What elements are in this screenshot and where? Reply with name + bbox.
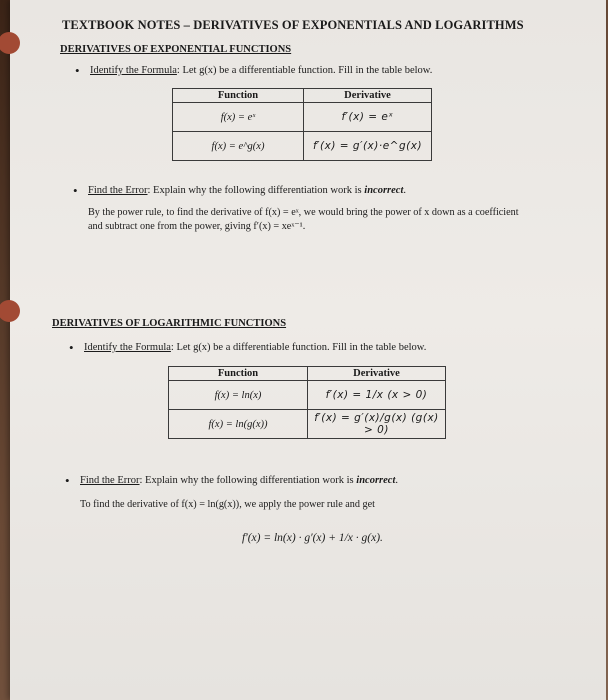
section-heading-logarithmic: DERIVATIVES OF LOGARITHMIC FUNCTIONS	[52, 318, 287, 329]
function-cell: f(x) = ln(x)	[169, 381, 308, 410]
bullet-icon: •	[65, 473, 70, 488]
identify-formula-item	[75, 63, 433, 78]
table-header: Derivative	[304, 89, 432, 103]
derivative-cell: f′(x) = eˣ	[304, 103, 432, 132]
identify-label: Identify the Formula	[90, 65, 177, 76]
bullet-icon: •	[69, 340, 74, 355]
exponential-table	[172, 88, 432, 161]
function-cell: f(x) = eˣ	[173, 103, 304, 132]
identify-label: Identify the Formula	[84, 342, 171, 353]
find-error-label: Find the Error	[80, 475, 140, 486]
page-title: TEXTBOOK NOTES – DERIVATIVES OF EXPONENTIALS AND LOGARITHMS	[62, 18, 524, 32]
bullet-icon: •	[73, 183, 78, 198]
logarithmic-table	[168, 366, 446, 439]
function-cell: f(x) = ln(g(x))	[169, 410, 308, 439]
function-cell: f(x) = e^g(x)	[173, 132, 304, 161]
find-error-emphasis: incorrect	[364, 185, 404, 196]
table-header: Function	[173, 89, 304, 103]
error-body-text: To find the derivative of f(x) = ln(g(x)), we apply the power rule and get	[80, 499, 375, 510]
section-heading-exponential: DERIVATIVES OF EXPONENTIAL FUNCTIONS	[60, 44, 292, 55]
find-error-text: : Explain why the following differentiation work is	[147, 185, 365, 196]
derivative-cell: f′(x) = g′(x)·e^g(x)	[304, 132, 432, 161]
punch-hole	[0, 300, 20, 322]
identify-text: : Let g(x) be a differentiable function. Fill in the table below.	[176, 65, 433, 76]
table-header: Derivative	[308, 367, 446, 381]
table-header: Function	[169, 367, 308, 381]
identify-text: : Let g(x) be a differentiable function. Fill in the table below.	[170, 342, 427, 353]
table-row	[169, 410, 446, 439]
find-error-item: • Find the Error: Explain why the following differentiation work is incorrect.	[65, 473, 398, 488]
bullet-icon: •	[75, 63, 80, 78]
document-page	[10, 0, 606, 700]
incorrect-formula: f′(x) = ln(x) · g′(x) + 1/x · g(x).	[242, 532, 383, 544]
find-error-text: : Explain why the following differentiation work is	[139, 475, 357, 486]
table-row	[173, 132, 432, 161]
derivative-cell: f′(x) = g′(x)/g(x) (g(x) > 0)	[308, 410, 446, 439]
table-row	[169, 381, 446, 410]
table-row	[173, 103, 432, 132]
find-error-item: • Find the Error: Explain why the following differentiation work is incorrect.	[73, 183, 406, 198]
find-error-emphasis: incorrect	[356, 475, 396, 486]
derivative-cell: f′(x) = 1/x (x > 0)	[308, 381, 446, 410]
punch-hole	[0, 32, 20, 54]
find-error-label: Find the Error	[88, 185, 148, 196]
error-body-text: By the power rule, to find the derivative of f(x) = eˣ, we would bring the power of x down as a coefficient and subtract one from the power, giving f′(x) = xeˣ⁻¹.	[88, 207, 519, 232]
identify-formula-item	[69, 340, 427, 355]
